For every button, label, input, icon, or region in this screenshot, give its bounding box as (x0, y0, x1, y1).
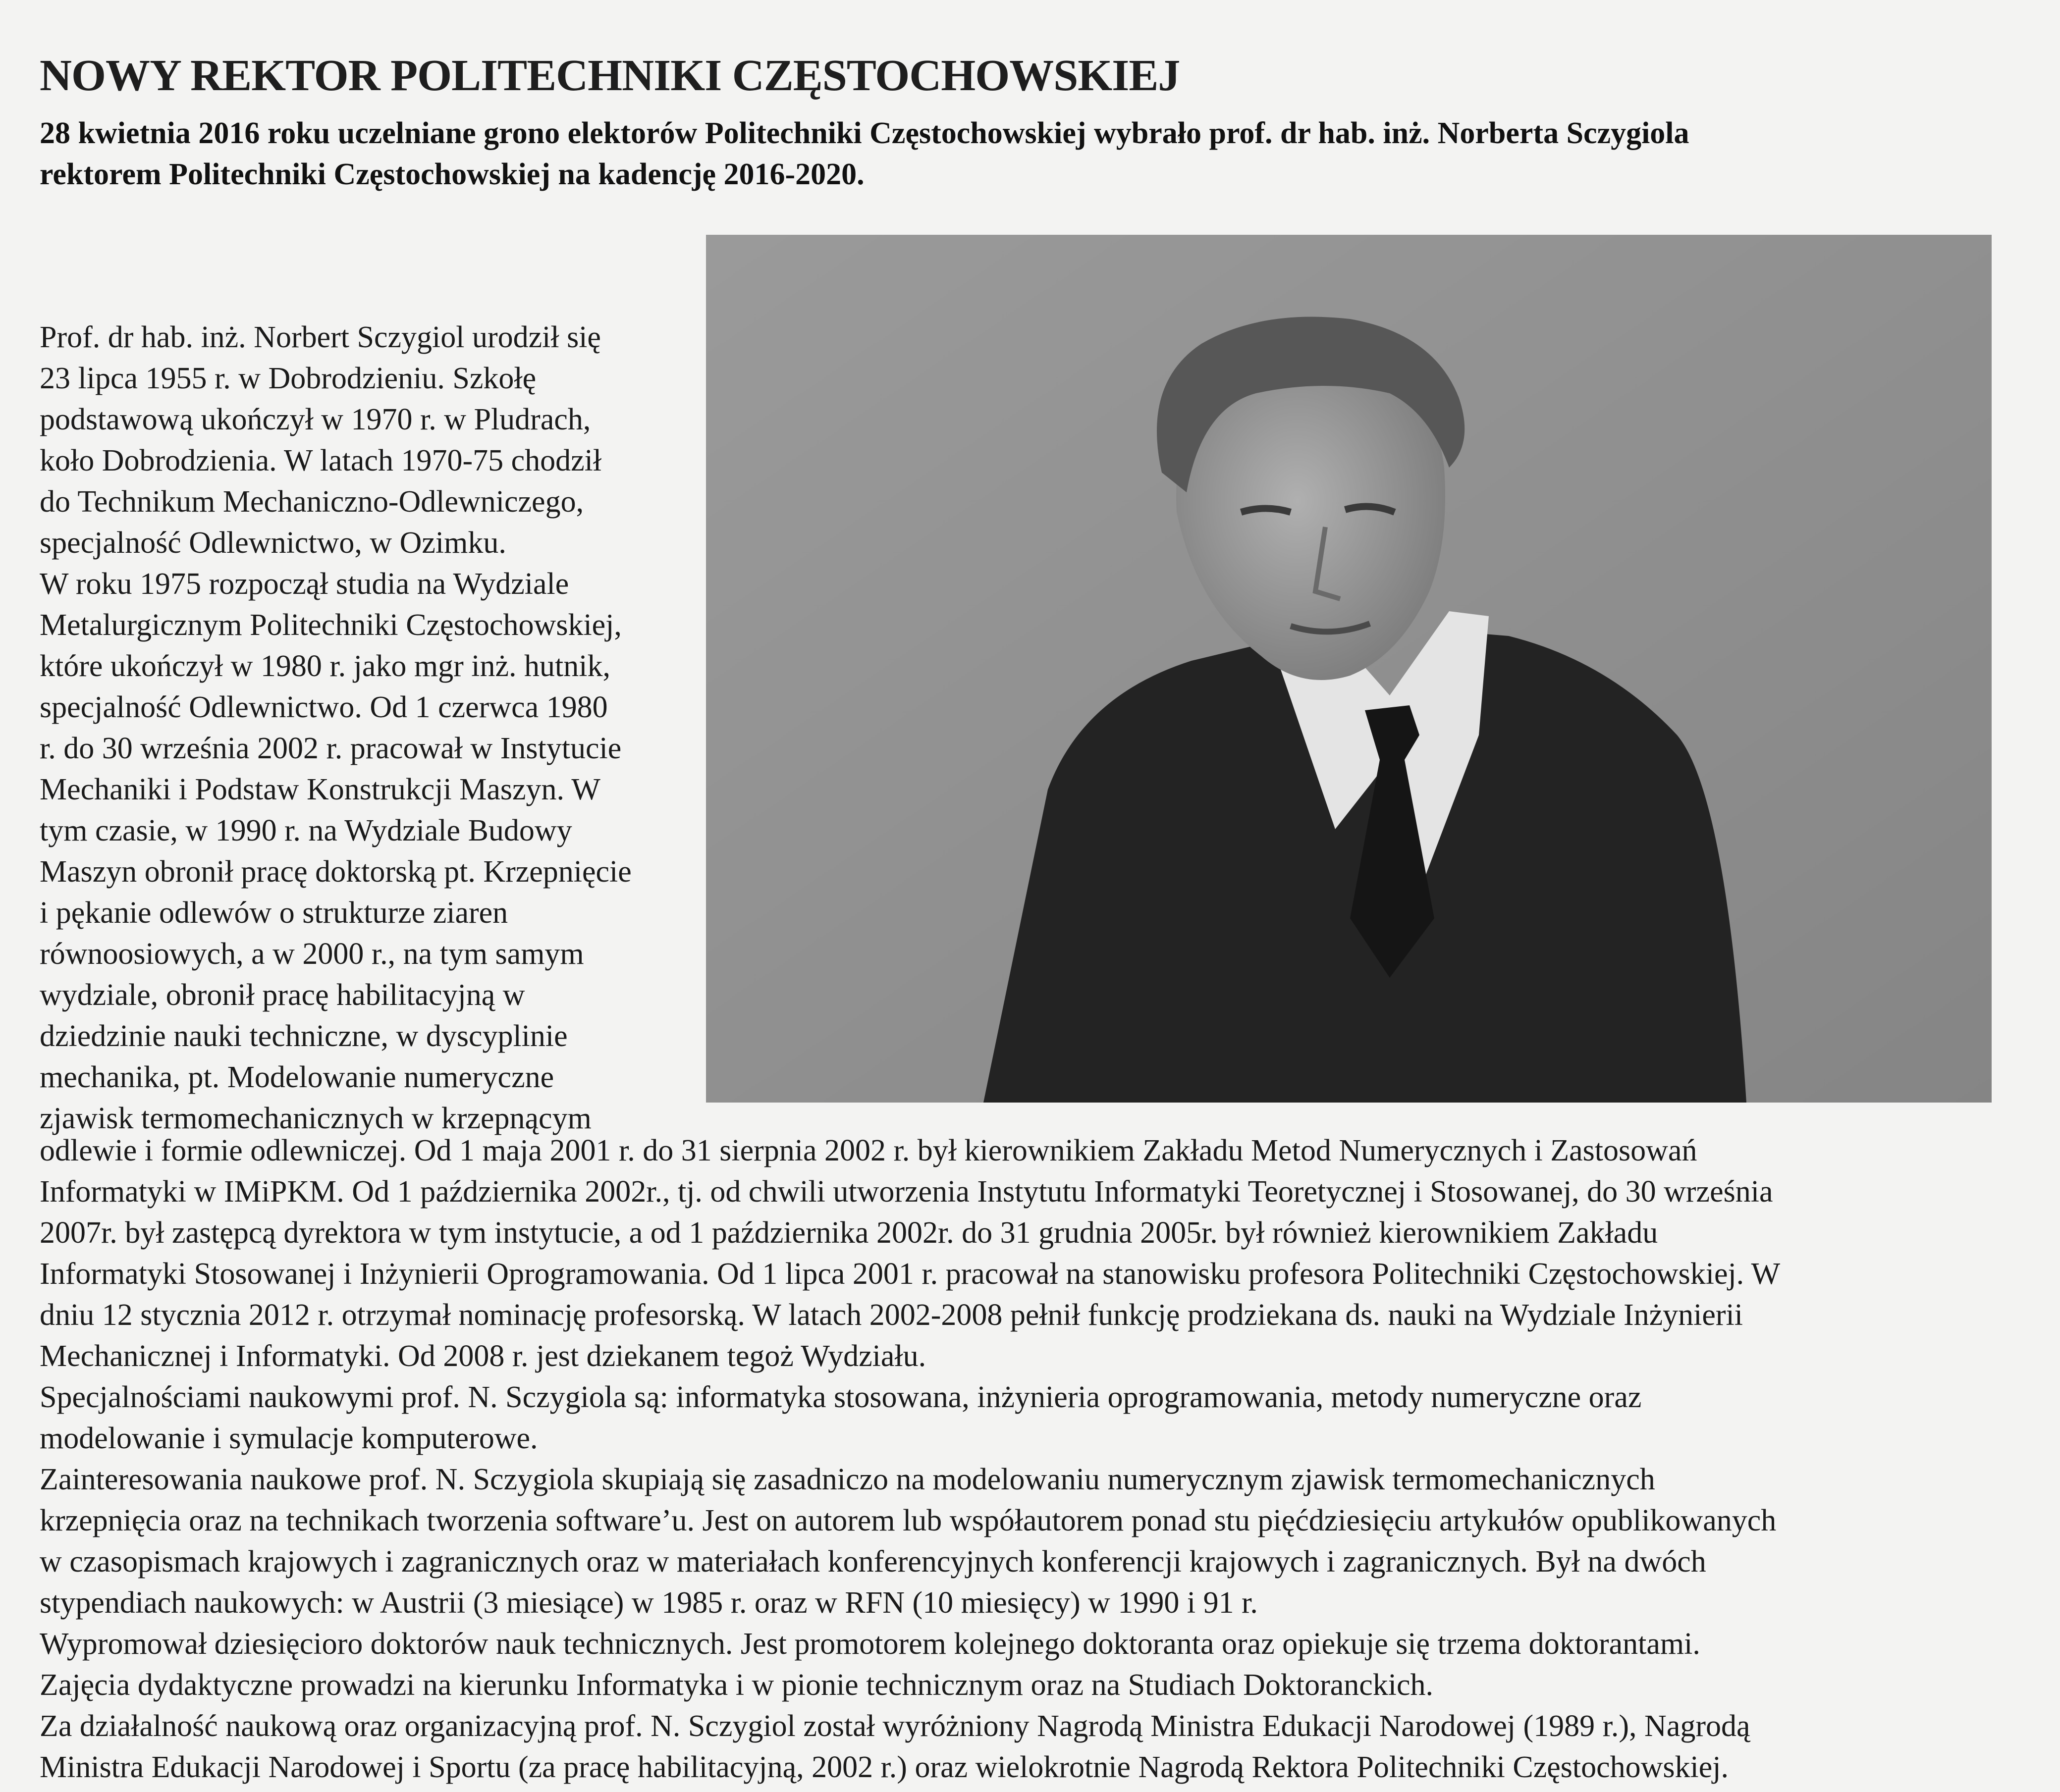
lead-line: rektorem Politechniki Częstochowskiej na kadencję 2016-2020. (40, 158, 865, 191)
body-line: do Technikum Mechaniczno-Odlewniczego, (40, 485, 584, 519)
body-line: Ministra Edukacji Narodowej i Sportu (za pracę habilitacyjną, 2002 r.) oraz wielokrotnie Nagrodą Rektora Politechniki Częstochowskiej. (40, 1750, 1729, 1784)
body-line: 2007r. był zastępcą dyrektora w tym instytucie, a od 1 października 2002r. do 31 grudnia 2005r. był również kierownikiem Zakładu (40, 1216, 1658, 1250)
body-line: mechanika, pt. Modelowanie numeryczne (40, 1060, 554, 1094)
body-line: równoosiowych, a w 2000 r., na tym samym (40, 937, 584, 971)
article-title: NOWY REKTOR POLITECHNIKI CZĘSTOCHOWSKIEJ (40, 51, 1180, 101)
body-line: i pękanie odlewów o strukturze ziaren (40, 896, 508, 930)
left-eye (1241, 509, 1291, 513)
body-line: stypendiach naukowych: w Austrii (3 miesiące) w 1985 r. oraz w RFN (10 miesięcy) w 1990 i 91 r. (40, 1586, 1258, 1620)
body-line: modelowanie i symulacje komputerowe. (40, 1422, 538, 1455)
portrait-image (706, 235, 1992, 1103)
body-line: 23 lipca 1955 r. w Dobrodzieniu. Szkołę (40, 362, 537, 395)
body-line: Zainteresowania naukowe prof. N. Sczygiola skupiają się zasadniczo na modelowaniu numerycznym zjawisk termomechanicznych (40, 1463, 1655, 1496)
body-line: podstawową ukończył w 1970 r. w Pludrach, (40, 403, 591, 436)
body-line: tym czasie, w 1990 r. na Wydziale Budowy (40, 814, 572, 847)
body-line: które ukończył w 1980 r. jako mgr inż. hutnik, (40, 649, 610, 683)
body-line: dniu 12 stycznia 2012 r. otrzymał nominację profesorską. W latach 2002-2008 pełnił funkcję prodziekana ds. nauki na Wydziale Inżynierii (40, 1298, 1743, 1332)
body-line: krzepnięcia oraz na technikach tworzenia software’u. Jest on autorem lub współautorem ponad stu pięćdziesięciu artykułów opublikowanych (40, 1504, 1777, 1537)
body-line: Prof. dr hab. inż. Norbert Sczygiol urodził się (40, 320, 601, 354)
article-lead (40, 113, 2021, 195)
body-line: Maszyn obronił pracę doktorską pt. Krzepnięcie (40, 855, 632, 889)
body-line: koło Dobrodzienia. W latach 1970-75 chodził (40, 444, 602, 477)
body-line: Mechanicznej i Informatyki. Od 2008 r. jest dziekanem tegoż Wydziału. (40, 1339, 926, 1373)
body-line: Specjalnościami naukowymi prof. N. Sczygiola są: informatyka stosowana, inżynieria oprogramowania, metody numeryczne oraz (40, 1380, 1642, 1414)
body-line: r. do 30 września 2002 r. pracował w Instytucie (40, 732, 622, 765)
body-line: Informatyki w IMiPKM. Od 1 października 2002r., tj. od chwili utworzenia Instytutu Informatyki Teoretycznej i Stosowanej, do 30 września (40, 1175, 1773, 1209)
body-line: Za działalność naukową oraz organizacyjną prof. N. Sczygiol został wyróżniony Nagrodą Ministra Edukacji Narodowej (1989 r.), Nagrodą (40, 1709, 1750, 1743)
body-line: Wypromował dziesięcioro doktorów nauk technicznych. Jest promotorem kolejnego doktoranta oraz opiekuje się trzema doktorantami. (40, 1627, 1700, 1661)
body-line: Mechaniki i Podstaw Konstrukcji Maszyn. W (40, 773, 600, 806)
body-line: odlewie i formie odlewniczej. Od 1 maja 2001 r. do 31 sierpnia 2002 r. był kierownikiem Zakładu Metod Numerycznych i Zastosowań (40, 1134, 1697, 1167)
body-line: Zajęcia dydaktyczne prowadzi na kierunku Informatyka i w pionie technicznym oraz na Studiach Doktoranckich. (40, 1668, 1434, 1702)
body-line: w czasopismach krajowych i zagranicznych oraz w materiałach konferencyjnych konferencji krajowych i zagranicznych. Był na dwóch (40, 1545, 1706, 1579)
body-line: zjawisk termomechanicznych w krzepnącym (40, 1102, 592, 1135)
body-line: Informatyki Stosowanej i Inżynierii Oprogramowania. Od 1 lipca 2001 r. pracował na stanowisku profesora Politechniki Częstochowskiej. W (40, 1257, 1781, 1291)
body-line: dziedzinie nauki techniczne, w dyscyplinie (40, 1019, 568, 1053)
body-line: specjalność Odlewnictwo, w Ozimku. (40, 526, 506, 560)
body-line: W roku 1975 rozpoczął studia na Wydziale (40, 567, 569, 601)
body-line: specjalność Odlewnictwo. Od 1 czerwca 1980 (40, 690, 608, 724)
body-line: Metalurgicznym Politechniki Częstochowskiej, (40, 608, 622, 642)
lead-line: 28 kwietnia 2016 roku uczelniane grono elektorów Politechniki Częstochowskiej wybrało prof. dr hab. inż. Norberta Sczygiola (40, 116, 1689, 150)
body-line: wydziale, obronił pracę habilitacyjną w (40, 978, 525, 1012)
portrait-photo (706, 235, 1992, 1103)
